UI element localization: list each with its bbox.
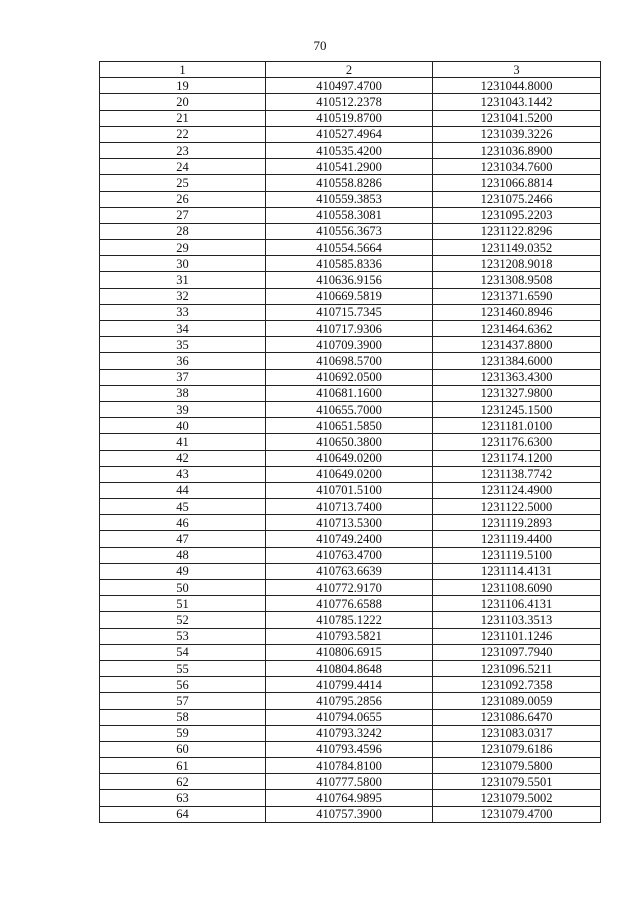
table-row: [100, 774, 601, 790]
cell-point-number: 49: [100, 563, 266, 579]
table-row: [100, 159, 601, 175]
cell-point-number: 38: [100, 385, 266, 401]
cell-point-number: 30: [100, 256, 266, 272]
table-row: [100, 337, 601, 353]
table-row: [100, 385, 601, 401]
cell-point-number: 24: [100, 159, 266, 175]
cell-y-coordinate: 1231138.7742: [433, 466, 601, 482]
cell-y-coordinate: 1231106.4131: [433, 596, 601, 612]
cell-x-coordinate: 410793.3242: [266, 725, 433, 741]
cell-point-number: 26: [100, 191, 266, 207]
cell-x-coordinate: 410559.3853: [266, 191, 433, 207]
table-row: [100, 240, 601, 256]
cell-y-coordinate: 1231122.8296: [433, 223, 601, 239]
table-row: [100, 612, 601, 628]
cell-x-coordinate: 410772.9170: [266, 580, 433, 596]
cell-x-coordinate: 410527.4964: [266, 126, 433, 142]
table-row: [100, 758, 601, 774]
cell-y-coordinate: 1231086.6470: [433, 709, 601, 725]
cell-x-coordinate: 410793.4596: [266, 741, 433, 757]
table-row: [100, 725, 601, 741]
cell-x-coordinate: 410698.5700: [266, 353, 433, 369]
cell-point-number: 40: [100, 418, 266, 434]
cell-x-coordinate: 410585.8336: [266, 256, 433, 272]
cell-point-number: 63: [100, 790, 266, 806]
cell-x-coordinate: 410794.0655: [266, 709, 433, 725]
cell-x-coordinate: 410713.5300: [266, 515, 433, 531]
cell-y-coordinate: 1231083.0317: [433, 725, 601, 741]
cell-point-number: 37: [100, 369, 266, 385]
cell-y-coordinate: 1231101.1246: [433, 628, 601, 644]
table-row: [100, 547, 601, 563]
cell-y-coordinate: 1231119.2893: [433, 515, 601, 531]
table-row: [100, 693, 601, 709]
cell-y-coordinate: 1231363.4300: [433, 369, 601, 385]
cell-y-coordinate: 1231464.6362: [433, 321, 601, 337]
cell-x-coordinate: 410558.8286: [266, 175, 433, 191]
cell-point-number: 42: [100, 450, 266, 466]
table-row: [100, 563, 601, 579]
coordinates-table: [99, 61, 601, 823]
cell-x-coordinate: 410558.3081: [266, 207, 433, 223]
cell-x-coordinate: 410763.6639: [266, 563, 433, 579]
cell-y-coordinate: 1231103.3513: [433, 612, 601, 628]
cell-y-coordinate: 1231114.4131: [433, 563, 601, 579]
cell-point-number: 58: [100, 709, 266, 725]
cell-x-coordinate: 410804.8648: [266, 660, 433, 676]
cell-x-coordinate: 410763.4700: [266, 547, 433, 563]
cell-x-coordinate: 410692.0500: [266, 369, 433, 385]
cell-y-coordinate: 1231119.5100: [433, 547, 601, 563]
cell-x-coordinate: 410764.9895: [266, 790, 433, 806]
cell-point-number: 52: [100, 612, 266, 628]
cell-point-number: 27: [100, 207, 266, 223]
cell-y-coordinate: 1231437.8800: [433, 337, 601, 353]
cell-y-coordinate: 1231079.5800: [433, 758, 601, 774]
cell-point-number: 47: [100, 531, 266, 547]
page-number: 70: [313, 38, 327, 53]
cell-y-coordinate: 1231034.7600: [433, 159, 601, 175]
table-row: [100, 272, 601, 288]
table-row: [100, 499, 601, 515]
table-row: [100, 596, 601, 612]
cell-x-coordinate: 410715.7345: [266, 304, 433, 320]
cell-y-coordinate: 1231096.5211: [433, 660, 601, 676]
table-row: [100, 223, 601, 239]
cell-point-number: 64: [100, 806, 266, 822]
cell-point-number: 61: [100, 758, 266, 774]
cell-point-number: 62: [100, 774, 266, 790]
cell-point-number: 25: [100, 175, 266, 191]
table-row: [100, 207, 601, 223]
cell-point-number: 43: [100, 466, 266, 482]
cell-point-number: 35: [100, 337, 266, 353]
table-row: [100, 482, 601, 498]
cell-y-coordinate: 1231371.6590: [433, 288, 601, 304]
cell-x-coordinate: 410709.3900: [266, 337, 433, 353]
table-row: [100, 110, 601, 126]
table-row: [100, 709, 601, 725]
cell-y-coordinate: 1231092.7358: [433, 677, 601, 693]
cell-y-coordinate: 1231039.3226: [433, 126, 601, 142]
cell-point-number: 45: [100, 499, 266, 515]
cell-y-coordinate: 1231122.5000: [433, 499, 601, 515]
cell-x-coordinate: 410669.5819: [266, 288, 433, 304]
table-row: [100, 515, 601, 531]
table-row: [100, 175, 601, 191]
cell-y-coordinate: 1231308.9508: [433, 272, 601, 288]
table-row: [100, 304, 601, 320]
cell-y-coordinate: 1231079.5002: [433, 790, 601, 806]
cell-y-coordinate: 1231075.2466: [433, 191, 601, 207]
cell-y-coordinate: 1231384.6000: [433, 353, 601, 369]
cell-point-number: 36: [100, 353, 266, 369]
cell-point-number: 22: [100, 126, 266, 142]
cell-y-coordinate: 1231245.1500: [433, 401, 601, 417]
cell-y-coordinate: 1231079.6186: [433, 741, 601, 757]
cell-point-number: 55: [100, 660, 266, 676]
cell-x-coordinate: 410649.0200: [266, 450, 433, 466]
table-row: [100, 78, 601, 94]
table-row: [100, 450, 601, 466]
cell-point-number: 32: [100, 288, 266, 304]
cell-y-coordinate: 1231460.8946: [433, 304, 601, 320]
cell-x-coordinate: 410512.2378: [266, 94, 433, 110]
cell-y-coordinate: 1231079.4700: [433, 806, 601, 822]
cell-point-number: 54: [100, 644, 266, 660]
cell-point-number: 41: [100, 434, 266, 450]
cell-x-coordinate: 410776.6588: [266, 596, 433, 612]
cell-x-coordinate: 410649.0200: [266, 466, 433, 482]
cell-x-coordinate: 410793.5821: [266, 628, 433, 644]
cell-y-coordinate: 1231108.6090: [433, 580, 601, 596]
cell-y-coordinate: 1231327.9800: [433, 385, 601, 401]
cell-point-number: 59: [100, 725, 266, 741]
cell-point-number: 34: [100, 321, 266, 337]
table-row: [100, 126, 601, 142]
table-row: [100, 142, 601, 158]
cell-point-number: 23: [100, 142, 266, 158]
table-row: [100, 434, 601, 450]
table-row: [100, 256, 601, 272]
table-row: [100, 418, 601, 434]
cell-x-coordinate: 410717.9306: [266, 321, 433, 337]
table-row: [100, 321, 601, 337]
cell-x-coordinate: 410757.3900: [266, 806, 433, 822]
cell-x-coordinate: 410795.2856: [266, 693, 433, 709]
table-row: [100, 94, 601, 110]
cell-point-number: 60: [100, 741, 266, 757]
column-header-1: 1: [100, 62, 266, 78]
table-row: [100, 741, 601, 757]
table-row: [100, 677, 601, 693]
table-row: [100, 401, 601, 417]
cell-x-coordinate: 410541.2900: [266, 159, 433, 175]
cell-y-coordinate: 1231174.1200: [433, 450, 601, 466]
cell-x-coordinate: 410556.3673: [266, 223, 433, 239]
cell-point-number: 21: [100, 110, 266, 126]
cell-x-coordinate: 410497.4700: [266, 78, 433, 94]
cell-point-number: 44: [100, 482, 266, 498]
cell-x-coordinate: 410554.5664: [266, 240, 433, 256]
cell-x-coordinate: 410655.7000: [266, 401, 433, 417]
cell-x-coordinate: 410651.5850: [266, 418, 433, 434]
cell-point-number: 28: [100, 223, 266, 239]
column-header-2: 2: [266, 62, 433, 78]
table-header-row: [100, 62, 601, 78]
cell-point-number: 50: [100, 580, 266, 596]
cell-x-coordinate: 410701.5100: [266, 482, 433, 498]
table-row: [100, 369, 601, 385]
cell-x-coordinate: 410785.1222: [266, 612, 433, 628]
column-header-3: 3: [433, 62, 601, 78]
cell-point-number: 19: [100, 78, 266, 94]
cell-y-coordinate: 1231066.8814: [433, 175, 601, 191]
table-row: [100, 644, 601, 660]
table-row: [100, 466, 601, 482]
cell-point-number: 53: [100, 628, 266, 644]
cell-y-coordinate: 1231089.0059: [433, 693, 601, 709]
cell-y-coordinate: 1231176.6300: [433, 434, 601, 450]
cell-x-coordinate: 410713.7400: [266, 499, 433, 515]
cell-x-coordinate: 410636.9156: [266, 272, 433, 288]
cell-x-coordinate: 410681.1600: [266, 385, 433, 401]
cell-x-coordinate: 410777.5800: [266, 774, 433, 790]
table-row: [100, 191, 601, 207]
table-row: [100, 353, 601, 369]
cell-y-coordinate: 1231208.9018: [433, 256, 601, 272]
cell-point-number: 29: [100, 240, 266, 256]
table-row: [100, 660, 601, 676]
cell-point-number: 33: [100, 304, 266, 320]
cell-x-coordinate: 410749.2400: [266, 531, 433, 547]
table-row: [100, 288, 601, 304]
cell-y-coordinate: 1231044.8000: [433, 78, 601, 94]
cell-x-coordinate: 410650.3800: [266, 434, 433, 450]
cell-x-coordinate: 410535.4200: [266, 142, 433, 158]
cell-y-coordinate: 1231079.5501: [433, 774, 601, 790]
cell-y-coordinate: 1231181.0100: [433, 418, 601, 434]
table-row: [100, 580, 601, 596]
cell-y-coordinate: 1231119.4400: [433, 531, 601, 547]
cell-y-coordinate: 1231097.7940: [433, 644, 601, 660]
cell-y-coordinate: 1231036.8900: [433, 142, 601, 158]
table-body: [100, 78, 601, 823]
cell-point-number: 57: [100, 693, 266, 709]
cell-point-number: 48: [100, 547, 266, 563]
table-row: [100, 531, 601, 547]
cell-point-number: 39: [100, 401, 266, 417]
cell-x-coordinate: 410784.8100: [266, 758, 433, 774]
cell-point-number: 51: [100, 596, 266, 612]
cell-x-coordinate: 410519.8700: [266, 110, 433, 126]
cell-point-number: 46: [100, 515, 266, 531]
table-row: [100, 628, 601, 644]
cell-y-coordinate: 1231095.2203: [433, 207, 601, 223]
cell-point-number: 31: [100, 272, 266, 288]
cell-y-coordinate: 1231124.4900: [433, 482, 601, 498]
cell-y-coordinate: 1231041.5200: [433, 110, 601, 126]
cell-point-number: 56: [100, 677, 266, 693]
cell-point-number: 20: [100, 94, 266, 110]
cell-y-coordinate: 1231043.1442: [433, 94, 601, 110]
table-row: [100, 806, 601, 822]
table-row: [100, 790, 601, 806]
cell-x-coordinate: 410799.4414: [266, 677, 433, 693]
cell-x-coordinate: 410806.6915: [266, 644, 433, 660]
cell-y-coordinate: 1231149.0352: [433, 240, 601, 256]
